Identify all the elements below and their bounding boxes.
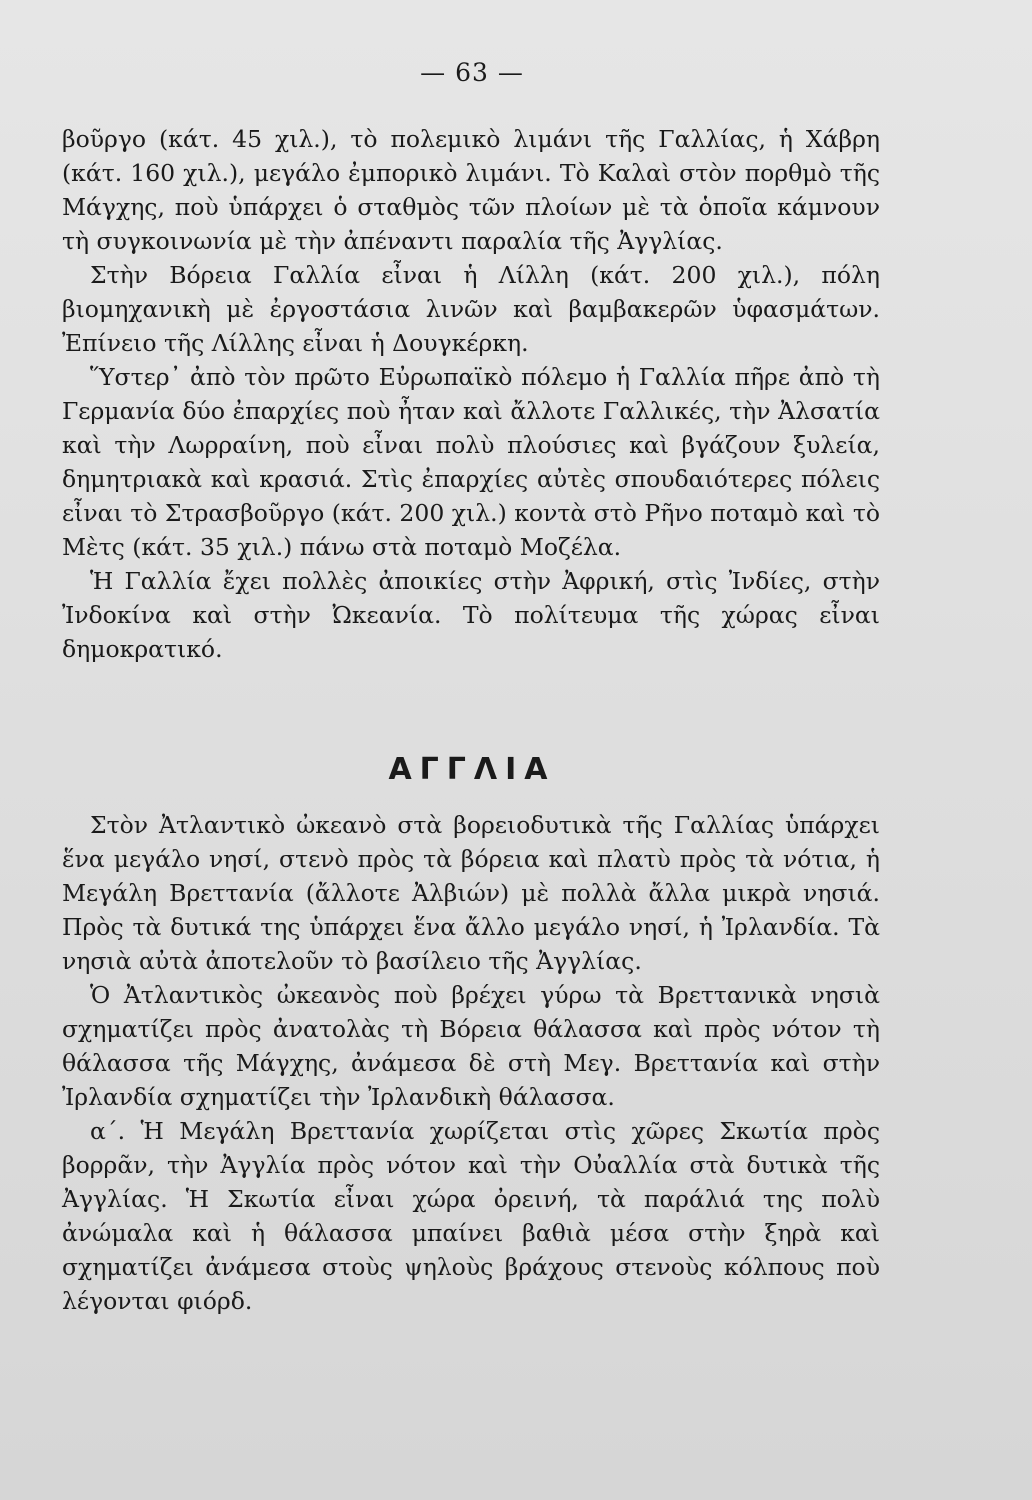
paragraph: Στὴν Βόρεια Γαλλία εἶναι ἡ Λίλλη (κάτ. 200 χιλ.), πόλη βιομηχανικὴ μὲ ἐργοστάσια λινῶν καὶ βαμβακερῶν ὑφασμάτων. Ἐπίνειο τῆς Λίλλης εἶναι ἡ Δουγκέρκη. <box>62 261 880 357</box>
paragraph: α΄. Ἡ Μεγάλη Βρεττανία χωρίζεται στὶς χῶρες Σκωτία πρὸς βορρᾶν, τὴν Ἀγγλία πρὸς νότον καὶ τὴν Οὐαλλία στὰ δυτικὰ τῆς Ἀγγλίας. Ἡ Σκωτία εἶναι χώρα ὀρεινή, τὰ παράλιά της πολὺ ἀνώμαλα καὶ ἡ θάλασσα μπαίνει βαθιὰ μέσα στὴν ξηρὰ καὶ σχηματίζει ἀνάμεσα στοὺς ψηλοὺς βράχους στενοὺς κόλπους ποὺ λέγονται φιόρδ. <box>62 1117 880 1315</box>
paragraph: Στὸν Ἀτλαντικὸ ὠκεανὸ στὰ βορειοδυτικὰ τῆς Γαλλίας ὑπάρχει ἕνα μεγάλο νησί, στενὸ πρὸς τὰ βόρεια καὶ πλατὺ πρὸς τὰ νότια, ἡ Μεγάλη Βρεττανία (ἄλλοτε Ἀλβιών) μὲ πολλὰ ἄλλα μικρὰ νησιά. Πρὸς τὰ δυτικά της ὑπάρχει ἕνα ἄλλο μεγάλο νησί, ἡ Ἰρλανδία. Τὰ νησιὰ αὐτὰ ἀποτελοῦν τὸ βασίλειο τῆς Ἀγγλίας. <box>62 811 880 975</box>
page-number: — 63 — <box>420 58 524 87</box>
paragraph: Ὕστερ᾿ ἀπὸ τὸν πρῶτο Εὐρωπαϊκὸ πόλεμο ἡ Γαλλία πῆρε ἀπὸ τὴ Γερμανία δύο ἐπαρχίες ποὺ ἦταν καὶ ἄλλοτε Γαλλικές, τὴν Ἀλσατία καὶ τὴν Λωρραίνη, ποὺ εἶναι πολὺ πλούσιες καὶ βγάζουν ξυλεία, δημητριακὰ καὶ κρασιά. Στὶς ἐπαρχίες αὐτὲς σπουδαιότερες πόλεις εἶναι τὸ Στρασβοῦργο (κάτ. 200 χιλ.) κοντὰ στὸ Ρῆνο ποταμὸ καὶ τὸ Μὲτς (κάτ. 35 χιλ.) πάνω στὰ ποταμὸ Μοζέλα. <box>62 363 880 561</box>
paragraph: βοῦργο (κάτ. 45 χιλ.), τὸ πολεμικὸ λιμάνι τῆς Γαλλίας, ἡ Χάβρη (κάτ. 160 χιλ.), μεγάλο ἐμπορικὸ λιμάνι. Τὸ Καλαὶ στὸν πορθμὸ τῆς Μάγχης, ποὺ ὑπάρχει ὁ σταθμὸς τῶν πλοίων μὲ τὰ ὁποῖα κάμνουν τὴ συγκοινωνία μὲ τὴν ἀπέναντι παραλία τῆς Ἀγγλίας. <box>62 125 880 255</box>
paragraph: Ὁ Ἀτλαντικὸς ὠκεανὸς ποὺ βρέχει γύρω τὰ Βρεττανικὰ νησιὰ σχηματίζει πρὸς ἀνατολὰς τὴ Βόρεια θάλασσα καὶ πρὸς νότον τὴ θάλασσα τῆς Μάγχης, ἀνάμεσα δὲ στὴ Μεγ. Βρεττανία καὶ στὴν Ἰρλανδία σχηματίζει τὴν Ἰρλανδικὴ θάλασσα. <box>62 981 880 1111</box>
text-section-france <box>62 122 880 666</box>
text-section-england <box>62 808 880 1318</box>
section-heading: ΑΓΓΛΙΑ <box>388 752 556 787</box>
paragraph: Ἡ Γαλλία ἔχει πολλὲς ἀποικίες στὴν Ἀφρική, στὶς Ἰνδίες, στὴν Ἰνδοκίνα καὶ στὴν Ὠκεανία. Τὸ πολίτευμα τῆς χώρας εἶναι δημοκρατικό. <box>62 567 880 663</box>
